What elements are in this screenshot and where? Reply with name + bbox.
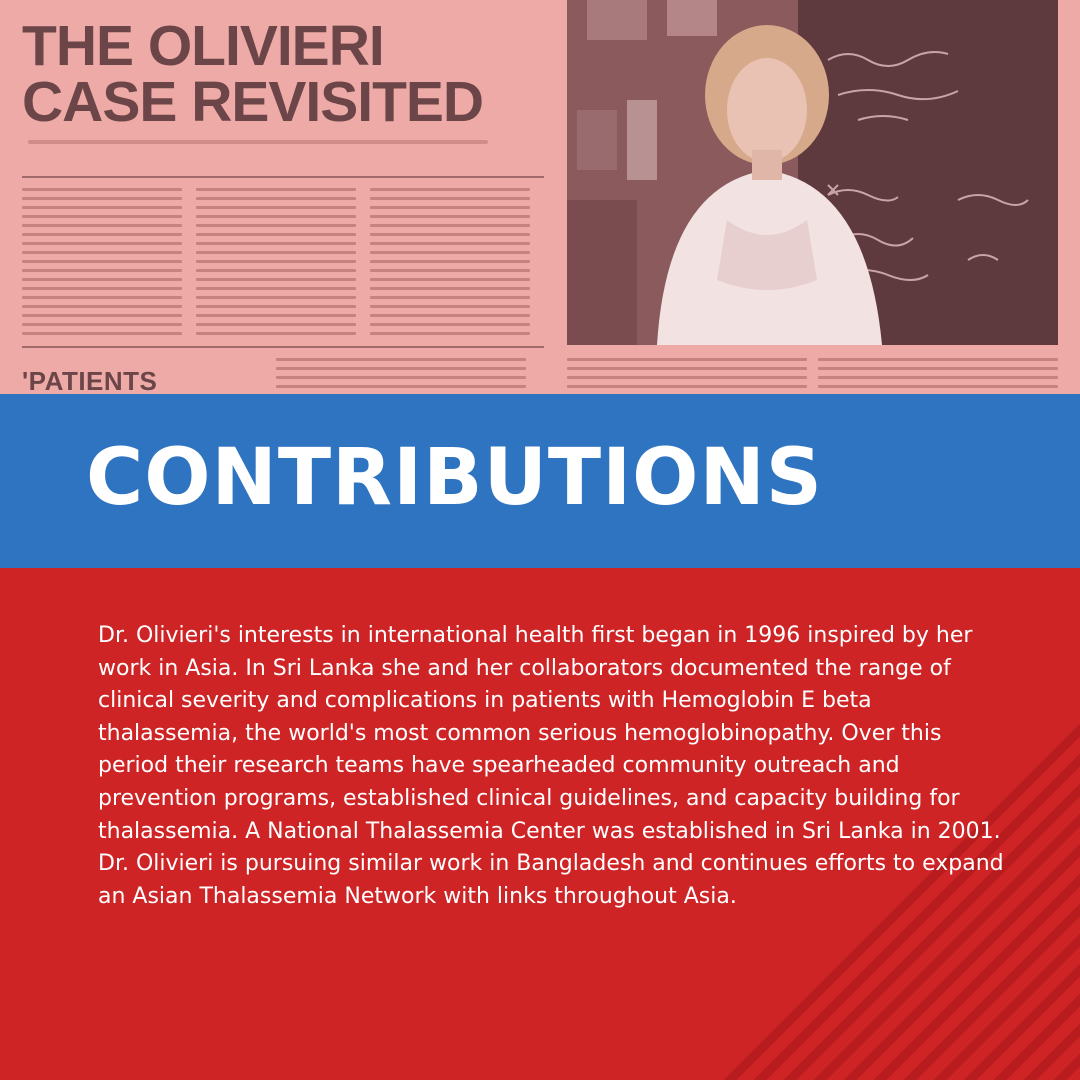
clipping-column bbox=[196, 188, 356, 341]
clipping-column bbox=[818, 358, 1058, 394]
clipping-subheadline bbox=[28, 140, 548, 148]
clipping-column bbox=[22, 188, 182, 341]
clipping-column bbox=[567, 358, 807, 394]
headline-line-2: CASE REVISITED bbox=[22, 70, 484, 134]
body-panel bbox=[0, 568, 1080, 1080]
clipping-column bbox=[370, 188, 530, 341]
clipping-rule bbox=[22, 346, 544, 348]
headline-line-1: THE OLIVIERI bbox=[22, 14, 384, 78]
scientist-photo bbox=[567, 0, 1058, 345]
body-paragraph: Dr. Olivieri's interests in international health first began in 1996 inspired by her work in Asia. In Sri Lanka she and her collaborators documented the range of clinical severity and complications in patients with Hemoglobin E beta thalassemia, the world's most common serious hemoglobinopathy. Over this period their research teams have spearheaded community outreach and prevention programs, established clinical guidelines, and capacity building for thalassemia. A National Thalassemia Center was established in Sri Lanka in 2001. Dr. Olivieri is pursuing similar work in Bangladesh and continues efforts to expand an Asian Thalassemia Network with links throughout Asia. bbox=[98, 623, 1004, 909]
clipping-pull-quote: 'PATIENTS bbox=[22, 366, 158, 394]
section-heading: CONTRIBUTIONS bbox=[86, 433, 823, 523]
clipping-headline bbox=[22, 14, 484, 134]
clipping-column bbox=[276, 358, 526, 394]
scientist-figure bbox=[637, 0, 897, 345]
newspaper-clipping-image bbox=[0, 0, 1080, 394]
heading-band bbox=[0, 394, 1080, 568]
clipping-rule bbox=[22, 176, 544, 178]
